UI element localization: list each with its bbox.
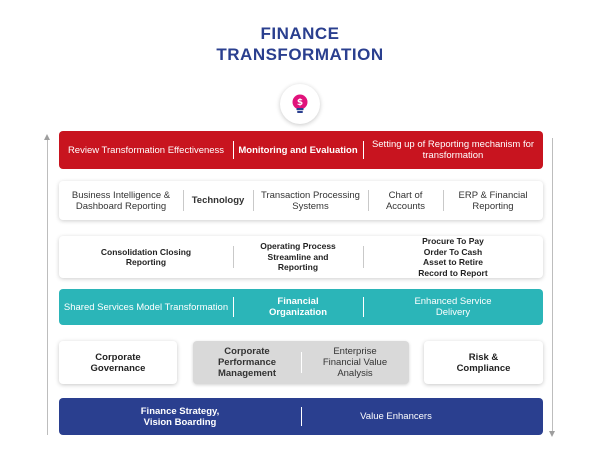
procure-to-pay-label: Procure To Pay Order To Cash Asset to Retire Record to Report (418, 236, 488, 278)
business-intelligence-label: Business Intelligence & Dashboard Reporting (71, 189, 171, 212)
money-lightbulb-badge (280, 84, 320, 124)
risk-compliance-label: Risk & Compliance (456, 351, 511, 374)
risk-compliance-box (424, 341, 543, 384)
operating-process-label: Operating Process Streamline and Reporting (260, 241, 336, 273)
technology-band (59, 181, 543, 220)
title-line-1: FINANCE (260, 24, 340, 43)
erp-financial-reporting-label: ERP & Financial Reporting (458, 189, 528, 212)
finance-strategy-label: Finance Strategy, Vision Boarding (140, 405, 220, 428)
svg-text:$: $ (296, 98, 304, 109)
finance-strategy-band (59, 398, 543, 435)
arrow-down-icon (549, 431, 555, 437)
financial-organization-label: Financial Organization (268, 296, 328, 318)
shared-services-label: Shared Services Model Transformation (63, 301, 229, 313)
monitoring-evaluation-band (59, 131, 543, 169)
financial-organization-band (59, 289, 543, 325)
transaction-processing-label: Transaction Processing Systems (261, 189, 360, 212)
reporting-mechanism-label: Setting up of Reporting mechanism for transformation (371, 139, 535, 161)
downward-axis-line (552, 138, 553, 435)
upward-axis-line (47, 138, 48, 435)
technology-label: Technology (191, 195, 245, 206)
money-lightbulb-icon (290, 93, 310, 115)
process-band (59, 236, 543, 278)
title-line-2: TRANSFORMATION (216, 45, 384, 64)
enhanced-service-label: Enhanced Service Delivery (414, 296, 492, 318)
enterprise-financial-value-label: Enterprise Financial Value Analysis (322, 346, 388, 379)
review-effectiveness-label: Review Transformation Effectiveness (67, 144, 225, 156)
monitoring-evaluation-label: Monitoring and Evaluation (238, 144, 358, 156)
corporate-performance-box (193, 341, 409, 384)
consolidation-closing-label: Consolidation Closing Reporting (100, 246, 192, 267)
corporate-governance-box (59, 341, 177, 384)
corporate-performance-label: Corporate Performance Management (217, 346, 277, 379)
value-enhancers-label: Value Enhancers (360, 411, 432, 422)
arrow-up-icon (44, 134, 50, 140)
chart-of-accounts-label: Chart of Accounts (385, 189, 426, 212)
corporate-governance-label: Corporate Governance (90, 351, 146, 374)
